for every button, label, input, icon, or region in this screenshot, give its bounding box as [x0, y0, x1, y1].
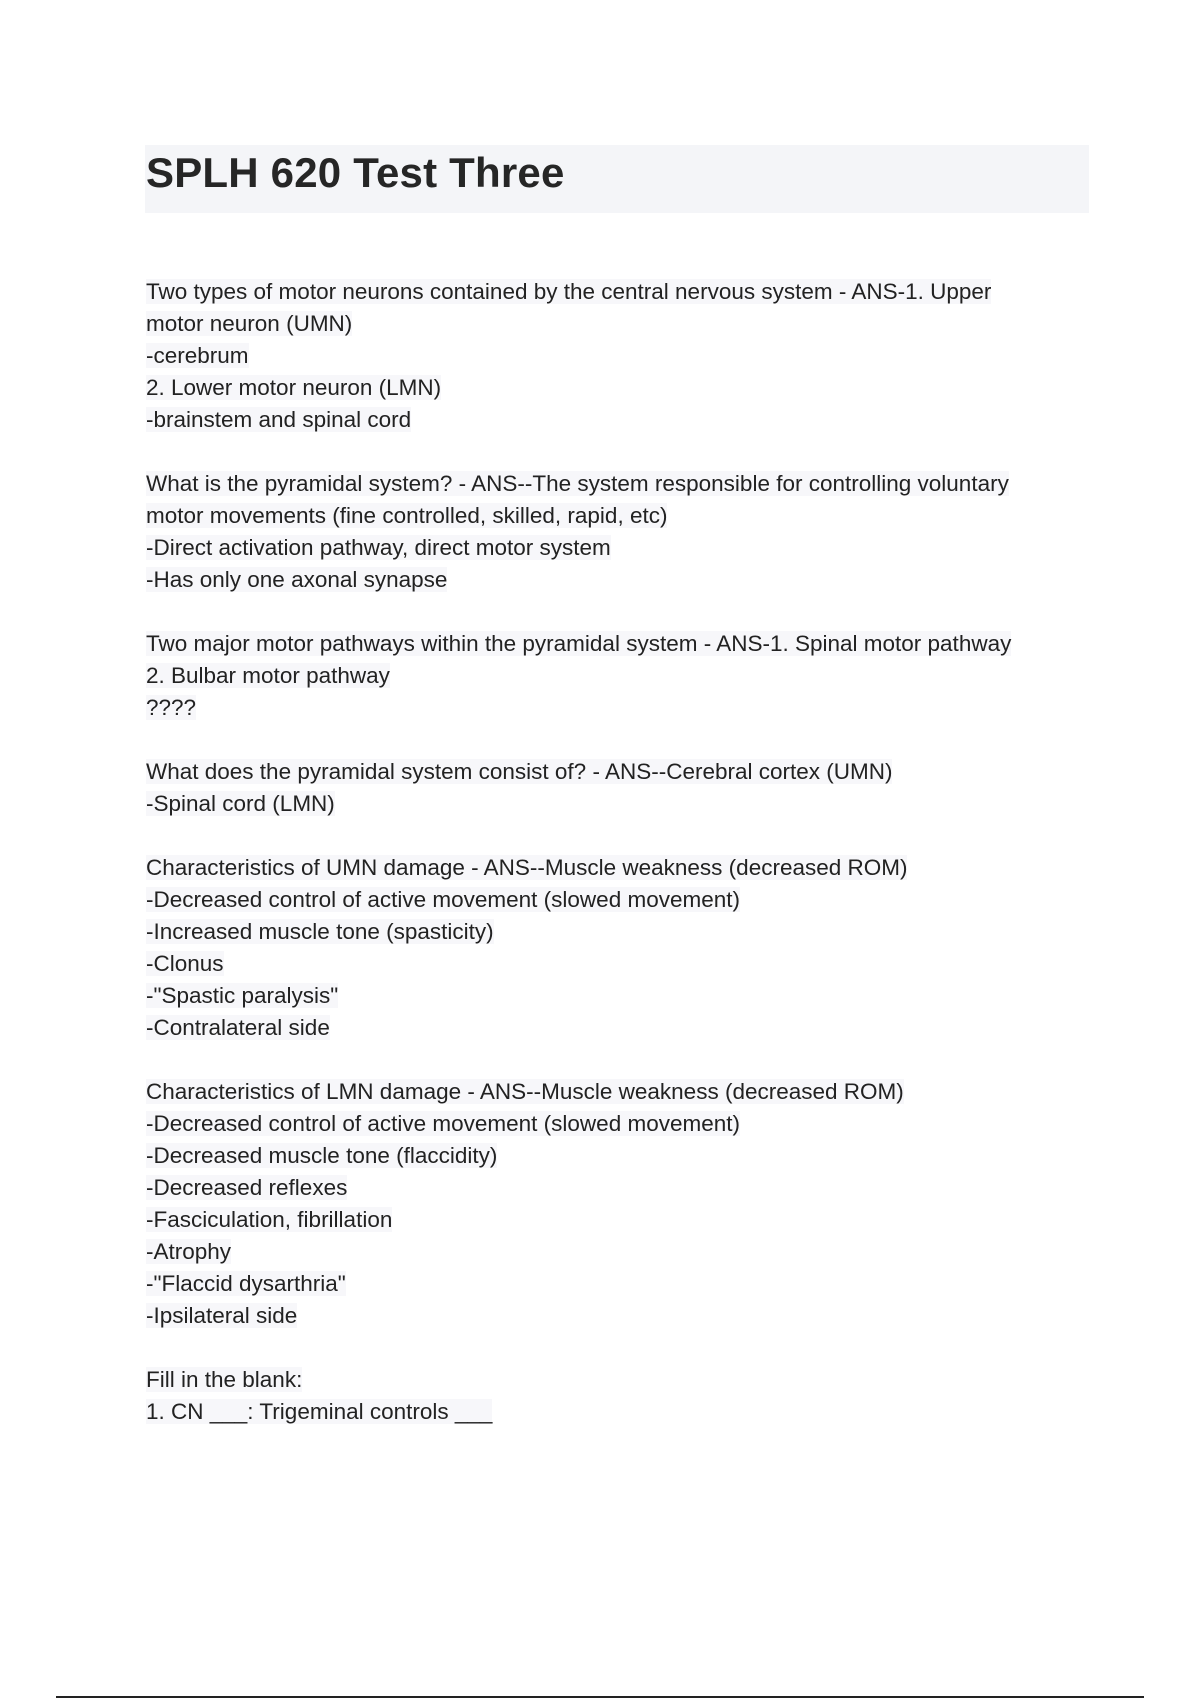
- qa-line: Two types of motor neurons contained by the central nervous system - ANS-1. Upper: [146, 279, 992, 304]
- footer-divider: [56, 1696, 1144, 1698]
- qa-item-6: [146, 1076, 1096, 1332]
- qa-line: -Contralateral side: [146, 1015, 330, 1040]
- qa-line: -Decreased reflexes: [146, 1175, 348, 1200]
- qa-item-7: [146, 1364, 1096, 1428]
- qa-line: -Decreased control of active movement (slowed movement): [146, 887, 740, 912]
- qa-line: 2. Lower motor neuron (LMN): [146, 375, 442, 400]
- page-title: SPLH 620 Test Three: [146, 149, 565, 196]
- qa-line: Fill in the blank:: [146, 1367, 303, 1392]
- qa-line: What is the pyramidal system? - ANS--The system responsible for controlling voluntary: [146, 471, 1009, 496]
- qa-line: -Fasciculation, fibrillation: [146, 1207, 393, 1232]
- qa-line: Two major motor pathways within the pyramidal system - ANS-1. Spinal motor pathway: [146, 631, 1012, 656]
- qa-item-2: [146, 468, 1096, 596]
- qa-line: -"Spastic paralysis": [146, 983, 339, 1008]
- qa-line: motor movements (fine controlled, skilled, rapid, etc): [146, 503, 668, 528]
- qa-line: -Increased muscle tone (spasticity): [146, 919, 494, 944]
- qa-line: -Atrophy: [146, 1239, 232, 1264]
- qa-line: ????: [146, 695, 197, 720]
- qa-line: -Clonus: [146, 951, 224, 976]
- qa-item-4: [146, 756, 1096, 820]
- qa-line: -"Flaccid dysarthria": [146, 1271, 346, 1296]
- qa-line: -cerebrum: [146, 343, 249, 368]
- qa-item-1: [146, 276, 1096, 436]
- qa-line: motor neuron (UMN): [146, 311, 353, 336]
- qa-line: Characteristics of LMN damage - ANS--Muscle weakness (decreased ROM): [146, 1079, 904, 1104]
- qa-line: -Decreased muscle tone (flaccidity): [146, 1143, 498, 1168]
- qa-line: What does the pyramidal system consist of? - ANS--Cerebral cortex (UMN): [146, 759, 893, 784]
- qa-line: -Ipsilateral side: [146, 1303, 298, 1328]
- qa-line: 2. Bulbar motor pathway: [146, 663, 390, 688]
- qa-item-3: [146, 628, 1096, 724]
- qa-content: [146, 276, 1096, 1460]
- qa-line: -Decreased control of active movement (slowed movement): [146, 1111, 740, 1136]
- qa-item-5: [146, 852, 1096, 1044]
- qa-line: Characteristics of UMN damage - ANS--Muscle weakness (decreased ROM): [146, 855, 908, 880]
- qa-line: -Direct activation pathway, direct motor system: [146, 535, 611, 560]
- qa-line: -brainstem and spinal cord: [146, 407, 412, 432]
- qa-line: 1. CN ___: Trigeminal controls ___: [146, 1399, 493, 1424]
- qa-line: -Spinal cord (LMN): [146, 791, 335, 816]
- qa-line: -Has only one axonal synapse: [146, 567, 448, 592]
